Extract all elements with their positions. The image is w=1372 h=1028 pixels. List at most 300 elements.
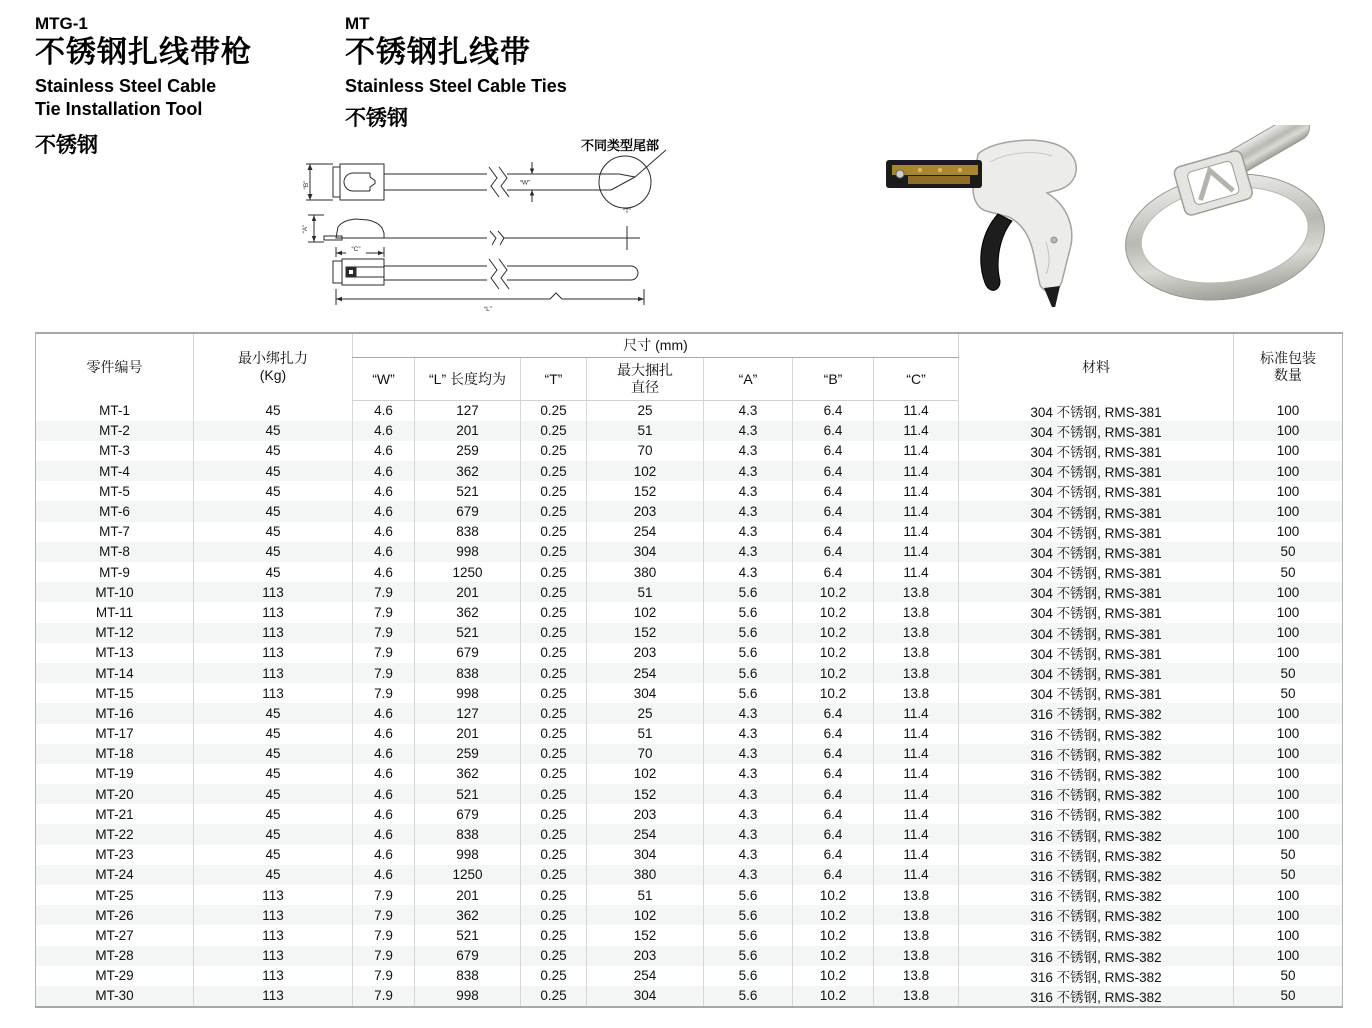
table-cell: 521 [415,623,521,643]
table-row [36,582,1343,602]
table-cell: 11.4 [874,845,959,865]
table-cell: 51 [587,724,704,744]
table-cell: 100 [1234,784,1343,804]
dim-label-t: “T” [622,208,632,215]
table-cell: MT-18 [95,746,134,762]
table-cell: 304 不锈钢, RMS-381 [959,441,1234,461]
table-cell: 100 [1234,441,1343,461]
table-cell: 7.9 [353,986,415,1007]
table-cell: MT-6 [99,504,130,520]
table-cell: 45 [194,865,353,885]
col-header-l: “L” 长度均为 [415,358,521,401]
table-cell: MT-13 [95,645,134,661]
table-row [36,764,1343,784]
table-cell: 50 [1234,663,1343,683]
table-cell: 113 [194,602,353,622]
table-cell: 304 不锈钢, RMS-381 [959,421,1234,441]
table-cell: 304 不锈钢, RMS-381 [959,582,1234,602]
table-cell: 7.9 [353,946,415,966]
table-cell: 0.25 [521,421,587,441]
table-cell: 102 [587,461,704,481]
table-cell: 4.6 [353,421,415,441]
table-cell: 152 [587,481,704,501]
table-cell: 521 [415,481,521,501]
table-cell: 11.4 [874,784,959,804]
table-cell: 7.9 [353,643,415,663]
table-row [36,885,1343,905]
table-row [36,542,1343,562]
table-cell: 10.2 [793,905,874,925]
table-cell: 7.9 [353,683,415,703]
col-header-a: “A” [704,358,793,401]
table-cell: 45 [194,764,353,784]
table-cell: 362 [415,602,521,622]
table-cell: 254 [587,663,704,683]
table-cell: 6.4 [793,845,874,865]
table-cell: 11.4 [874,744,959,764]
table-cell: 100 [1234,946,1343,966]
table-row [36,643,1343,663]
table-cell: MT-15 [95,685,134,701]
table-cell: 7.9 [353,582,415,602]
table-cell: 100 [1234,481,1343,501]
table-cell: 0.25 [521,623,587,643]
table-cell: MT-30 [95,988,134,1004]
table-row [36,421,1343,441]
table-cell: 50 [1234,683,1343,703]
table-cell: 11.4 [874,401,959,421]
table-cell: 316 不锈钢, RMS-382 [959,804,1234,824]
table-cell: 4.6 [353,703,415,723]
table-row [36,623,1343,643]
table-cell: 45 [194,481,353,501]
table-cell: 0.25 [521,461,587,481]
tail-type-callout: 不同类型尾部 [581,138,660,153]
table-cell: 113 [194,925,353,945]
table-cell: 998 [415,986,521,1007]
table-cell: 6.4 [793,804,874,824]
table-cell: 100 [1234,501,1343,521]
product-header-tool [35,14,252,159]
table-cell: 5.6 [704,946,793,966]
table-cell: 316 不锈钢, RMS-382 [959,824,1234,844]
table-cell: 4.6 [353,865,415,885]
table-cell: 0.25 [521,905,587,925]
table-cell: 4.6 [353,461,415,481]
table-cell: 4.3 [704,804,793,824]
spec-table-header [36,333,1343,401]
table-cell: 70 [587,441,704,461]
table-cell: 0.25 [521,542,587,562]
table-cell: 7.9 [353,925,415,945]
table-cell: 5.6 [704,925,793,945]
table-cell: 0.25 [521,986,587,1007]
table-cell: 304 不锈钢, RMS-381 [959,522,1234,542]
table-cell: 11.4 [874,461,959,481]
tool-title-en-line2: Tie Installation Tool [35,99,203,119]
technical-drawing [300,133,680,333]
table-cell: 4.6 [353,804,415,824]
table-cell: 0.25 [521,946,587,966]
table-cell: 11.4 [874,865,959,885]
table-cell: 13.8 [874,582,959,602]
table-row [36,905,1343,925]
table-row [36,501,1343,521]
table-cell: 4.6 [353,481,415,501]
table-cell: 4.6 [353,562,415,582]
table-cell: MT-21 [95,806,134,822]
table-cell: 45 [194,824,353,844]
table-cell: 6.4 [793,421,874,441]
table-cell: 7.9 [353,663,415,683]
table-cell: 316 不锈钢, RMS-382 [959,703,1234,723]
table-cell: 259 [415,441,521,461]
table-cell: 50 [1234,865,1343,885]
table-cell: 113 [194,663,353,683]
table-cell: 51 [587,421,704,441]
table-cell: 201 [415,885,521,905]
table-cell: 100 [1234,764,1343,784]
table-cell: 521 [415,925,521,945]
table-cell: 203 [587,643,704,663]
table-cell: 380 [587,562,704,582]
table-cell: 6.4 [793,522,874,542]
table-cell: 11.4 [874,562,959,582]
table-cell: 838 [415,522,521,542]
table-cell: 4.3 [704,401,793,421]
table-cell: 100 [1234,744,1343,764]
table-cell: 152 [587,925,704,945]
col-header-pack-qty-line1: 标准包装 [1260,350,1317,367]
table-cell: 100 [1234,905,1343,925]
table-cell: 13.8 [874,623,959,643]
table-cell: 6.4 [793,441,874,461]
table-cell: 13.8 [874,663,959,683]
table-cell: 7.9 [353,885,415,905]
table-cell: 304 不锈钢, RMS-381 [959,481,1234,501]
table-cell: 13.8 [874,925,959,945]
table-cell: 316 不锈钢, RMS-382 [959,764,1234,784]
table-cell: 7.9 [353,623,415,643]
table-cell: 0.25 [521,744,587,764]
table-cell: 152 [587,623,704,643]
table-cell: 0.25 [521,401,587,421]
table-cell: MT-26 [95,907,134,923]
table-cell: 102 [587,764,704,784]
table-cell: 201 [415,421,521,441]
table-cell: 100 [1234,643,1343,663]
dim-label-l: “L” [484,306,492,313]
table-cell: 4.6 [353,784,415,804]
table-cell: MT-2 [99,423,130,439]
table-cell: MT-11 [95,604,134,620]
table-cell: 201 [415,582,521,602]
table-cell: 0.25 [521,522,587,542]
table-cell: 102 [587,602,704,622]
table-cell: 0.25 [521,845,587,865]
tool-model-number: MTG-1 [35,14,88,33]
ties-model-number: MT [345,14,370,33]
table-cell: 13.8 [874,602,959,622]
table-row [36,401,1343,421]
table-cell: 45 [194,501,353,521]
table-cell: 4.3 [704,865,793,885]
spec-table [35,332,1343,1008]
table-cell: 45 [194,421,353,441]
table-cell: 5.6 [704,602,793,622]
table-cell: 838 [415,966,521,986]
table-cell: 203 [587,804,704,824]
table-cell: 113 [194,582,353,602]
table-cell: 45 [194,703,353,723]
table-cell: 11.4 [874,501,959,521]
col-header-t: “T” [521,358,587,401]
table-cell: 0.25 [521,784,587,804]
table-cell: 4.3 [704,461,793,481]
table-cell: 316 不锈钢, RMS-382 [959,946,1234,966]
table-cell: 100 [1234,824,1343,844]
table-cell: MT-10 [95,584,134,600]
table-cell: MT-17 [95,726,134,742]
table-row [36,602,1343,622]
spec-table-body [36,401,1343,1007]
table-row [36,522,1343,542]
table-cell: 100 [1234,925,1343,945]
table-cell: 4.3 [704,542,793,562]
table-cell: 0.25 [521,804,587,824]
table-cell: 100 [1234,724,1343,744]
table-cell: 13.8 [874,885,959,905]
table-cell: 11.4 [874,522,959,542]
table-row [36,946,1343,966]
table-cell: 11.4 [874,824,959,844]
table-cell: MT-28 [95,948,134,964]
table-row [36,966,1343,986]
table-cell: 100 [1234,703,1343,723]
table-cell: 0.25 [521,925,587,945]
table-cell: 6.4 [793,401,874,421]
col-header-max-bundle-dia [587,358,704,401]
table-cell: 50 [1234,986,1343,1007]
table-cell: 10.2 [793,582,874,602]
table-row [36,925,1343,945]
table-cell: 5.6 [704,683,793,703]
table-cell: 11.4 [874,804,959,824]
table-cell: 45 [194,744,353,764]
table-cell: 6.4 [793,542,874,562]
table-cell: 100 [1234,582,1343,602]
table-cell: 838 [415,663,521,683]
installation-tool-photo [878,122,1108,312]
table-cell: 304 不锈钢, RMS-381 [959,542,1234,562]
table-cell: 4.6 [353,744,415,764]
table-cell: MT-16 [95,705,134,721]
table-cell: MT-12 [95,625,134,641]
table-cell: MT-5 [99,483,130,499]
table-cell: 304 不锈钢, RMS-381 [959,562,1234,582]
table-cell: 51 [587,885,704,905]
table-row [36,562,1343,582]
table-cell: 6.4 [793,481,874,501]
table-cell: 10.2 [793,925,874,945]
table-cell: MT-24 [95,867,134,883]
table-cell: 100 [1234,804,1343,824]
table-cell: 45 [194,804,353,824]
table-cell: 679 [415,643,521,663]
table-cell: 5.6 [704,643,793,663]
table-cell: 362 [415,905,521,925]
table-cell: 5.6 [704,623,793,643]
table-cell: 6.4 [793,703,874,723]
table-cell: 4.6 [353,401,415,421]
table-cell: MT-7 [99,524,130,540]
tool-title-en [35,75,252,121]
cable-tie-photo [1105,125,1350,315]
table-cell: 7.9 [353,966,415,986]
table-row [36,845,1343,865]
table-cell: 11.4 [874,764,959,784]
table-cell: 50 [1234,562,1343,582]
table-row [36,663,1343,683]
table-cell: 362 [415,764,521,784]
table-cell: 304 [587,845,704,865]
col-header-b: “B” [793,358,874,401]
table-row [36,986,1343,1007]
col-header-max-bundle-dia-line2: 直径 [631,379,659,395]
col-header-c: “C” [874,358,959,401]
table-cell: 13.8 [874,905,959,925]
table-cell: 4.6 [353,724,415,744]
table-cell: 13.8 [874,683,959,703]
table-cell: 1250 [415,865,521,885]
table-cell: 0.25 [521,582,587,602]
col-header-pack-qty-line2: 数量 [1274,367,1303,384]
table-cell: 316 不锈钢, RMS-382 [959,744,1234,764]
table-cell: 6.4 [793,824,874,844]
table-row [36,744,1343,764]
table-cell: MT-3 [99,443,130,459]
table-row [36,865,1343,885]
tool-material-label: 不锈钢 [35,134,98,157]
table-cell: 100 [1234,401,1343,421]
table-cell: 4.6 [353,824,415,844]
table-cell: 45 [194,522,353,542]
table-cell: MT-27 [95,927,134,943]
table-cell: 113 [194,623,353,643]
table-cell: 11.4 [874,441,959,461]
table-cell: 127 [415,401,521,421]
table-cell: 25 [587,703,704,723]
table-cell: 10.2 [793,683,874,703]
table-cell: 998 [415,683,521,703]
table-row [36,804,1343,824]
table-cell: 5.6 [704,986,793,1007]
table-row [36,683,1343,703]
table-cell: 5.6 [704,966,793,986]
table-cell: 102 [587,905,704,925]
table-cell: 0.25 [521,824,587,844]
table-cell: MT-1 [99,403,130,419]
dim-label-a: “A” [302,224,309,234]
table-row [36,441,1343,461]
table-cell: 45 [194,441,353,461]
table-cell: 7.9 [353,905,415,925]
table-row [36,784,1343,804]
table-cell: 679 [415,501,521,521]
product-header-ties [345,14,567,132]
table-cell: 304 不锈钢, RMS-381 [959,643,1234,663]
table-cell: 11.4 [874,481,959,501]
table-cell: 5.6 [704,885,793,905]
table-cell: 4.6 [353,542,415,562]
table-cell: 0.25 [521,703,587,723]
table-cell: 5.6 [704,663,793,683]
col-header-material: 材料 [959,333,1234,401]
table-cell: 4.3 [704,824,793,844]
table-cell: 679 [415,946,521,966]
table-cell: 11.4 [874,421,959,441]
col-header-max-bundle-dia-line1: 最大捆扎 [617,362,673,378]
table-cell: 4.3 [704,764,793,784]
table-cell: 10.2 [793,946,874,966]
table-cell: 0.25 [521,562,587,582]
table-cell: 4.6 [353,441,415,461]
table-cell: 45 [194,562,353,582]
table-cell: 45 [194,845,353,865]
cable-tie-dimension-drawing [300,133,680,328]
table-cell: 304 [587,542,704,562]
dim-label-c: “C” [351,246,361,253]
table-cell: 4.3 [704,784,793,804]
table-cell: 316 不锈钢, RMS-382 [959,925,1234,945]
table-cell: MT-8 [99,544,130,560]
table-cell: 316 不锈钢, RMS-382 [959,905,1234,925]
table-cell: 100 [1234,461,1343,481]
table-cell: 259 [415,744,521,764]
table-cell: 203 [587,946,704,966]
table-cell: 254 [587,522,704,542]
table-cell: 45 [194,461,353,481]
table-cell: 4.6 [353,764,415,784]
table-row [36,824,1343,844]
table-cell: 113 [194,643,353,663]
table-cell: 316 不锈钢, RMS-382 [959,724,1234,744]
table-cell: 304 不锈钢, RMS-381 [959,461,1234,481]
table-cell: 6.4 [793,501,874,521]
table-cell: 0.25 [521,481,587,501]
table-cell: 4.3 [704,562,793,582]
table-cell: 304 不锈钢, RMS-381 [959,401,1234,421]
table-cell: MT-19 [95,766,134,782]
table-cell: 70 [587,744,704,764]
col-header-w: “W” [353,358,415,401]
table-cell: 25 [587,401,704,421]
table-cell: 11.4 [874,703,959,723]
table-cell: 10.2 [793,602,874,622]
table-cell: 100 [1234,421,1343,441]
table-cell: 10.2 [793,663,874,683]
table-cell: 100 [1234,602,1343,622]
table-cell: 201 [415,724,521,744]
table-cell: 304 [587,986,704,1007]
table-cell: 10.2 [793,885,874,905]
table-cell: 10.2 [793,643,874,663]
table-cell: 679 [415,804,521,824]
table-cell: 45 [194,542,353,562]
table-cell: 0.25 [521,764,587,784]
table-cell: 113 [194,986,353,1007]
table-cell: 304 不锈钢, RMS-381 [959,663,1234,683]
